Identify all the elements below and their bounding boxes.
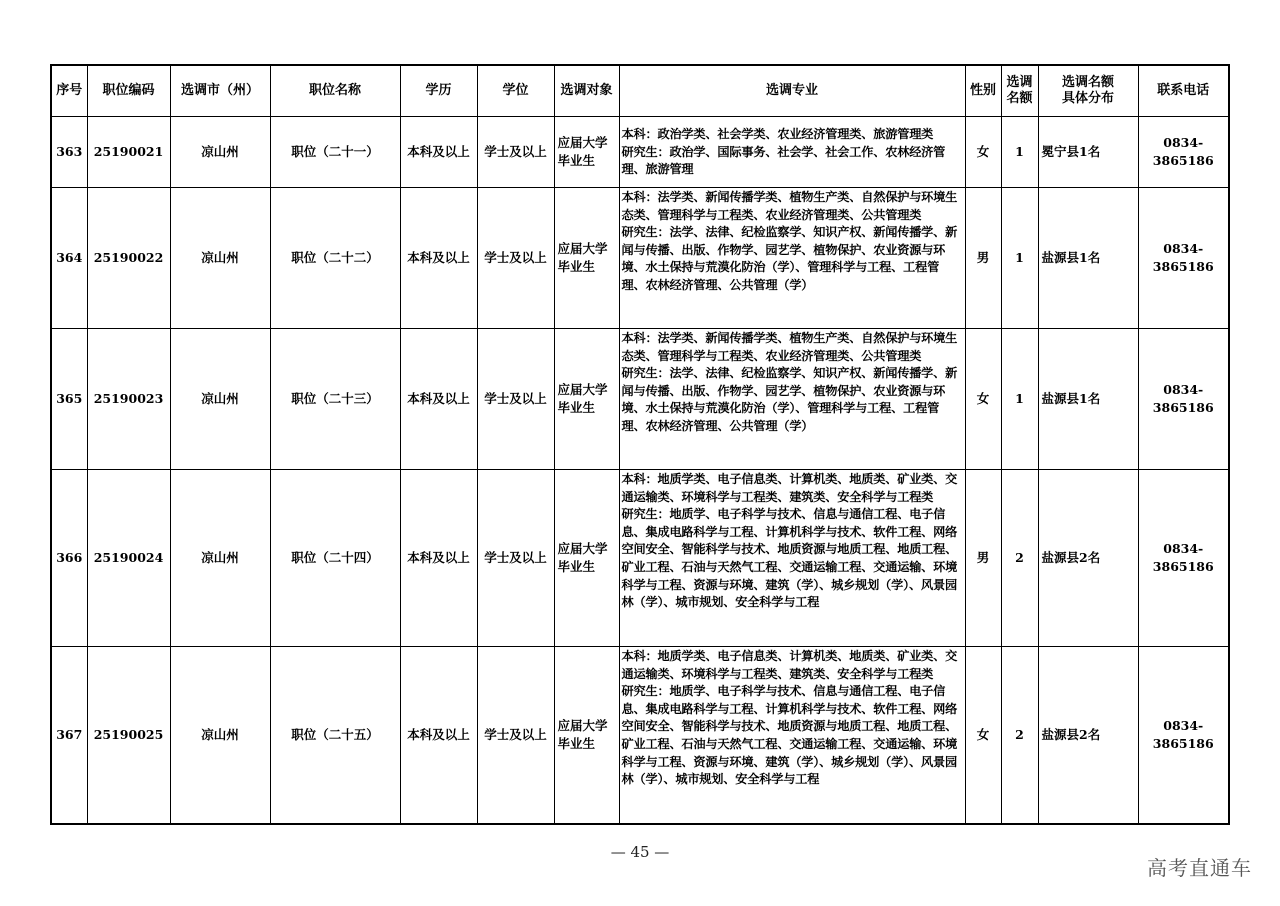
table-row <box>51 117 1229 188</box>
cell-quota: 2 <box>1001 470 1038 647</box>
cell-education: 本科及以上 <box>400 188 477 329</box>
cell-seq: 365 <box>51 329 87 470</box>
header-title: 职位名称 <box>270 65 400 117</box>
major-undergrad: 本科：法学类、新闻传播学类、植物生产类、自然保护与环境生态类、管理科学与工程类、农业经济管理类、公共管理类 <box>621 331 958 363</box>
cell-city: 凉山州 <box>170 647 270 825</box>
cell-education: 本科及以上 <box>400 117 477 188</box>
recruitment-table <box>50 64 1230 825</box>
cell-target: 应届大学毕业生 <box>554 117 619 188</box>
cell-target: 应届大学毕业生 <box>554 647 619 825</box>
header-education: 学历 <box>400 65 477 117</box>
table-body <box>51 117 1229 825</box>
cell-title: 职位（二十一） <box>270 117 400 188</box>
header-quota-line2: 名额 <box>1006 91 1033 106</box>
header-dist-line1: 选调名额 <box>1061 75 1114 90</box>
cell-seq: 367 <box>51 647 87 825</box>
recruitment-table-container <box>50 64 1228 825</box>
table-row <box>51 647 1229 825</box>
header-seq: 序号 <box>51 65 87 117</box>
cell-code: 25190024 <box>87 470 170 647</box>
cell-distribution: 盐源县1名 <box>1038 188 1138 329</box>
cell-gender: 女 <box>965 117 1001 188</box>
cell-quota: 2 <box>1001 647 1038 825</box>
major-graduate: 研究生：地质学、电子科学与技术、信息与通信工程、电子信息、集成电路科学与工程、计算机科学与技术、软件工程、网络空间安全、智能科学与技术、地质资源与地质工程、地质工程、矿业工程、石油与天然气工程、交通运输工程、交通运输、环境科学与工程、资源与环境、建筑（学）、城乡规划（学）、风景园林（学）、城市规划、安全科学与工程 <box>621 684 958 787</box>
major-undergrad: 本科：政治学类、社会学类、农业经济管理类、旅游管理类 <box>621 127 934 142</box>
cell-distribution: 盐源县1名 <box>1038 329 1138 470</box>
table-row <box>51 329 1229 470</box>
cell-code: 25190025 <box>87 647 170 825</box>
cell-seq: 363 <box>51 117 87 188</box>
major-undergrad: 本科：地质学类、电子信息类、计算机类、地质类、矿业类、交通运输类、环境科学与工程类、建筑类、安全科学与工程类 <box>621 472 958 504</box>
cell-title: 职位（二十二） <box>270 188 400 329</box>
cell-phone: 0834-3865186 <box>1138 329 1229 470</box>
cell-phone: 0834-3865186 <box>1138 117 1229 188</box>
header-row <box>51 65 1229 117</box>
header-dist-line2: 具体分布 <box>1061 91 1114 106</box>
table-row <box>51 188 1229 329</box>
cell-seq: 364 <box>51 188 87 329</box>
cell-degree: 学士及以上 <box>477 188 554 329</box>
major-graduate: 研究生：地质学、电子科学与技术、信息与通信工程、电子信息、集成电路科学与工程、计算机科学与技术、软件工程、网络空间安全、智能科学与技术、地质资源与地质工程、地质工程、矿业工程、石油与天然气工程、交通运输工程、交通运输、环境科学与工程、资源与环境、建筑（学）、城乡规划（学）、风景园林（学）、城市规划、安全科学与工程 <box>621 507 958 610</box>
page-number: — 45 — <box>610 843 670 861</box>
cell-title: 职位（二十四） <box>270 470 400 647</box>
cell-major <box>619 188 965 329</box>
watermark-text: 高考直通车 <box>1147 856 1252 880</box>
cell-quota: 1 <box>1001 188 1038 329</box>
cell-city: 凉山州 <box>170 329 270 470</box>
cell-major <box>619 470 965 647</box>
cell-education: 本科及以上 <box>400 647 477 825</box>
cell-distribution: 冕宁县1名 <box>1038 117 1138 188</box>
cell-education: 本科及以上 <box>400 329 477 470</box>
major-graduate: 研究生：法学、法律、纪检监察学、知识产权、新闻传播学、新闻与传播、出版、作物学、园艺学、植物保护、农业资源与环境、水土保持与荒漠化防治（学）、管理科学与工程、工程管理、农林经济管理、公共管理（学） <box>621 225 958 292</box>
cell-phone: 0834-3865186 <box>1138 470 1229 647</box>
cell-title: 职位（二十三） <box>270 329 400 470</box>
header-quota <box>1001 65 1038 117</box>
cell-degree: 学士及以上 <box>477 470 554 647</box>
cell-degree: 学士及以上 <box>477 329 554 470</box>
cell-phone: 0834-3865186 <box>1138 188 1229 329</box>
major-undergrad: 本科：地质学类、电子信息类、计算机类、地质类、矿业类、交通运输类、环境科学与工程类、建筑类、安全科学与工程类 <box>621 649 958 681</box>
cell-major <box>619 647 965 825</box>
cell-gender: 男 <box>965 188 1001 329</box>
cell-major <box>619 117 965 188</box>
table-header <box>51 65 1229 117</box>
cell-gender: 女 <box>965 647 1001 825</box>
cell-target: 应届大学毕业生 <box>554 188 619 329</box>
header-major: 选调专业 <box>619 65 965 117</box>
cell-degree: 学士及以上 <box>477 117 554 188</box>
cell-city: 凉山州 <box>170 470 270 647</box>
cell-code: 25190022 <box>87 188 170 329</box>
table-row <box>51 470 1229 647</box>
cell-city: 凉山州 <box>170 117 270 188</box>
cell-quota: 1 <box>1001 117 1038 188</box>
cell-major <box>619 329 965 470</box>
cell-phone: 0834-3865186 <box>1138 647 1229 825</box>
major-graduate: 研究生：法学、法律、纪检监察学、知识产权、新闻传播学、新闻与传播、出版、作物学、园艺学、植物保护、农业资源与环境、水土保持与荒漠化防治（学）、管理科学与工程、工程管理、农林经济管理、公共管理（学） <box>621 366 958 433</box>
cell-gender: 男 <box>965 470 1001 647</box>
cell-title: 职位（二十五） <box>270 647 400 825</box>
cell-city: 凉山州 <box>170 188 270 329</box>
header-quota-line1: 选调 <box>1006 75 1033 90</box>
cell-target: 应届大学毕业生 <box>554 470 619 647</box>
header-gender: 性别 <box>965 65 1001 117</box>
header-city: 选调市（州） <box>170 65 270 117</box>
header-target: 选调对象 <box>554 65 619 117</box>
cell-seq: 366 <box>51 470 87 647</box>
cell-degree: 学士及以上 <box>477 647 554 825</box>
cell-code: 25190023 <box>87 329 170 470</box>
cell-gender: 女 <box>965 329 1001 470</box>
header-distribution <box>1038 65 1138 117</box>
cell-code: 25190021 <box>87 117 170 188</box>
major-undergrad: 本科：法学类、新闻传播学类、植物生产类、自然保护与环境生态类、管理科学与工程类、农业经济管理类、公共管理类 <box>621 190 958 222</box>
header-degree: 学位 <box>477 65 554 117</box>
header-phone: 联系电话 <box>1138 65 1229 117</box>
header-code: 职位编码 <box>87 65 170 117</box>
major-graduate: 研究生：政治学、国际事务、社会学、社会工作、农林经济管理、旅游管理 <box>621 144 946 177</box>
cell-distribution: 盐源县2名 <box>1038 647 1138 825</box>
cell-distribution: 盐源县2名 <box>1038 470 1138 647</box>
cell-education: 本科及以上 <box>400 470 477 647</box>
cell-quota: 1 <box>1001 329 1038 470</box>
cell-target: 应届大学毕业生 <box>554 329 619 470</box>
